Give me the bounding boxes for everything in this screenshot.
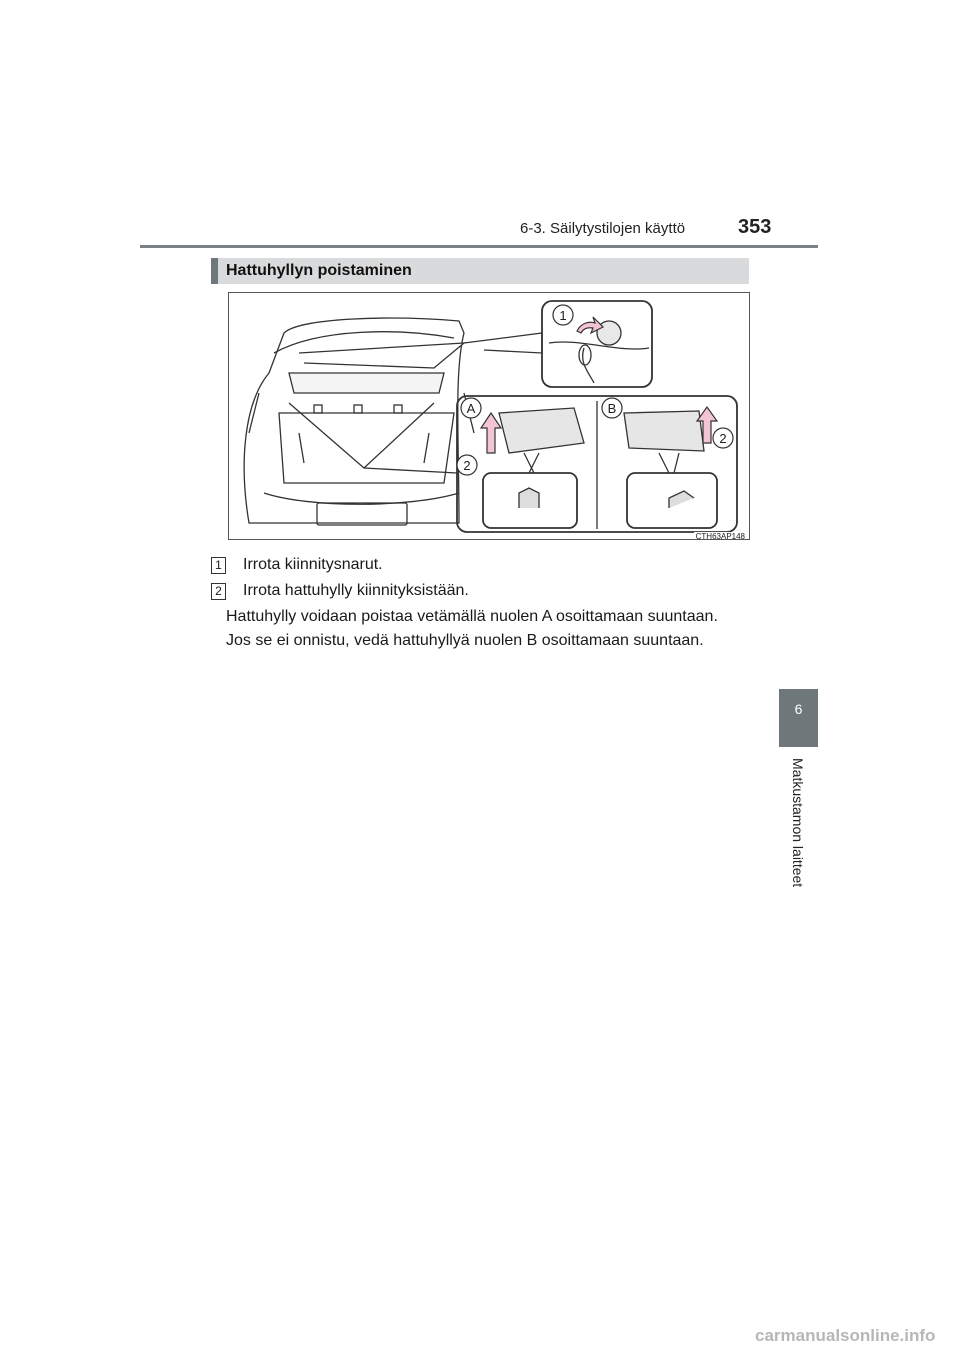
callout-2-left: 2	[463, 458, 471, 473]
note-line-1: Hattuhylly voidaan poistaa vetämällä nuolen A osoittamaan suuntaan.	[226, 608, 718, 625]
illustration-figure	[228, 292, 750, 540]
chapter-tab: 6	[779, 689, 818, 747]
arrow-label-a: A	[466, 401, 476, 416]
section-title-accent	[211, 258, 218, 284]
footer-watermark: carmanualsonline.info	[755, 1326, 936, 1345]
callout-1: 1	[559, 308, 567, 323]
header-divider	[140, 245, 818, 248]
step-number: 1	[211, 557, 226, 574]
car-trunk-illustration	[229, 293, 750, 540]
page-number: 353	[738, 216, 772, 238]
step-number: 2	[211, 583, 226, 600]
callout-2-right: 2	[719, 431, 727, 446]
figure-code: CTH63AP148	[695, 532, 745, 540]
chapter-label	[781, 758, 815, 898]
arrow-label-b: B	[607, 401, 617, 416]
step-text: Irrota hattuhylly kiinnityksistään.	[243, 582, 469, 599]
step-text: Irrota kiinnitysnarut.	[243, 556, 383, 573]
note-line-2: Jos se ei onnistu, vedä hattuhyllyä nuolen B osoittamaan suuntaan.	[226, 632, 704, 649]
section-title: Hattuhyllyn poistaminen	[226, 262, 412, 279]
section-heading: 6-3. Säilytystilojen käyttö	[520, 220, 686, 237]
chapter-label-text: Matkustamon laitteet	[790, 758, 806, 888]
